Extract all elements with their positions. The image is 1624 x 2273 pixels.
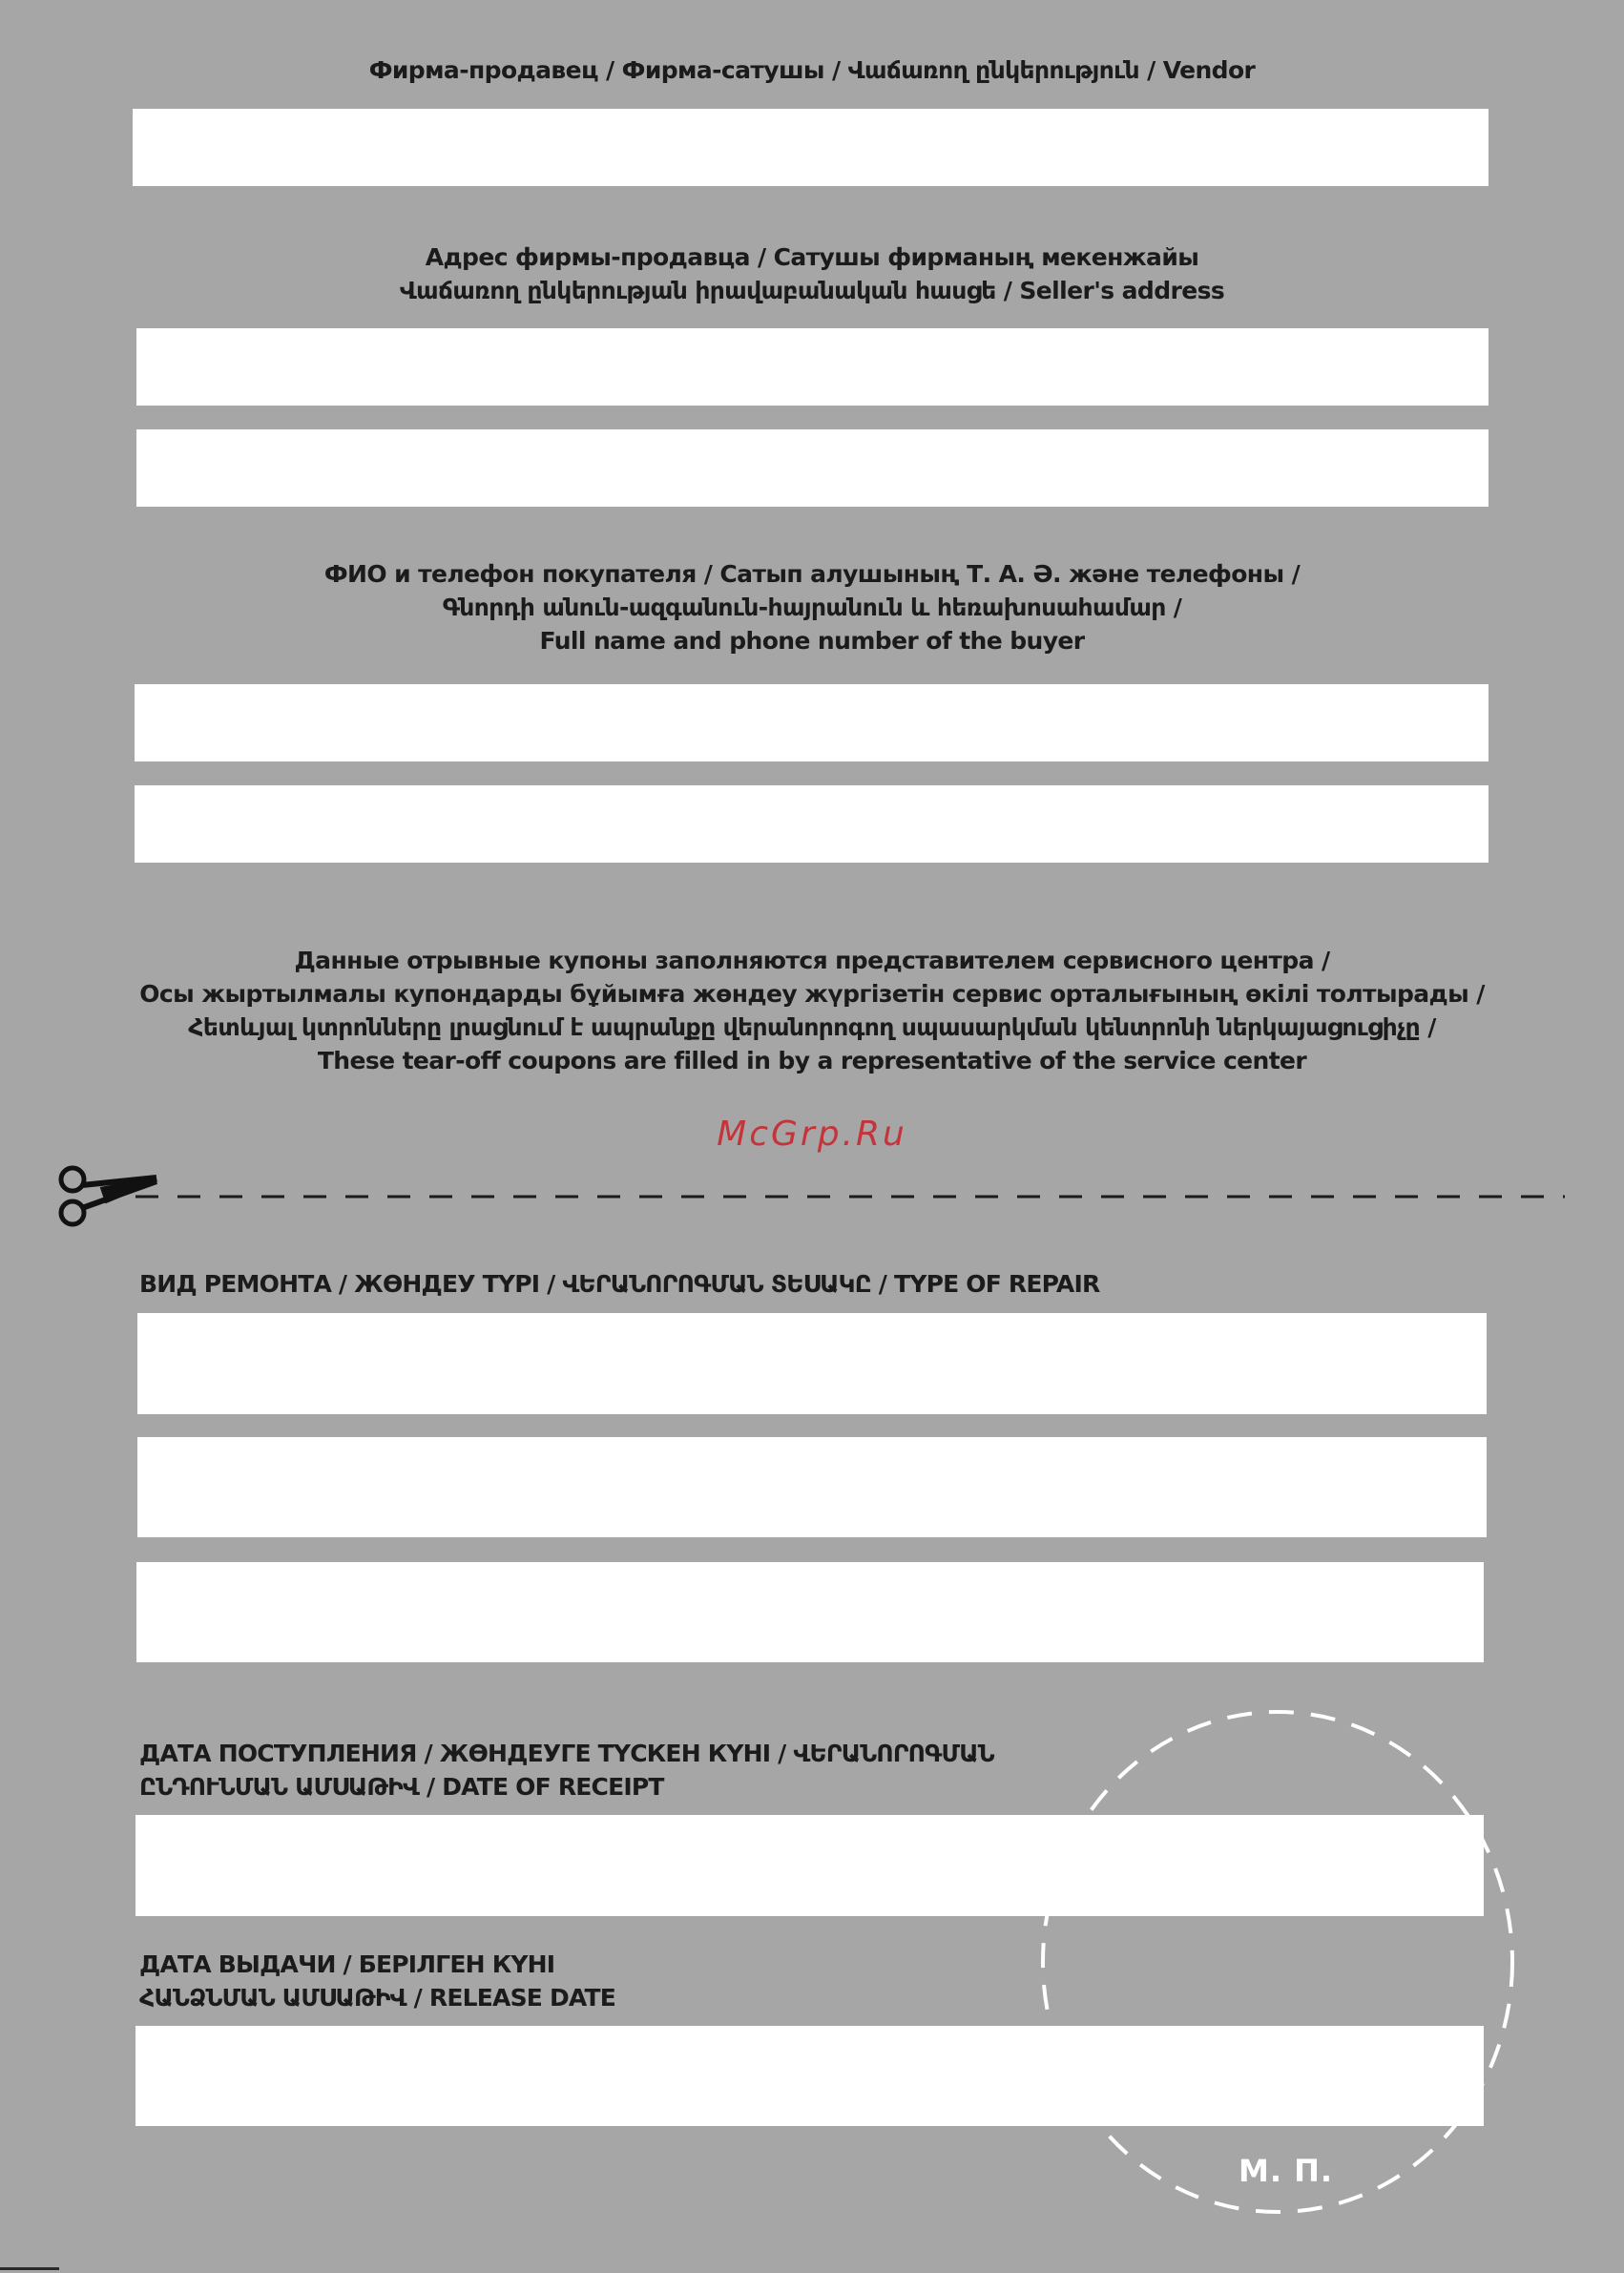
notice-line-4: These tear-off coupons are filled in by a representative of the service center [317,1047,1307,1074]
buyer-line-1: ФИО и телефон покупателя / Сатып алушының Т. А. Ә. және телефоны / [323,560,1301,588]
release-date-line-2: ՀԱՆՁՆՄԱՆ ԱՄՍԱԹԻՎ / RELEASE DATE [139,1984,616,2012]
notice-line-3: Հետևյալ կտրոնները լրացնում է ապրանքը վերանորոգող սպասարկման կենտրոնի ներկայացուցիչը / [188,1013,1436,1041]
watermark: McGrp.Ru [717,1115,907,1154]
receipt-date-line-1: ДАТА ПОСТУПЛЕНИЯ / ЖӨНДЕУГЕ ТҮСКЕН КҮНІ / ՎԵՐԱՆՈՐՈԳՄԱՆ [139,1740,994,1767]
receipt-date-line-2: ԸՆԴՈՒՆՄԱՆ ԱՄՍԱԹԻՎ / DATE OF RECEIPT [139,1773,664,1801]
seller-address-line-2: Վաճառող ընկերության իրավաբանական հասցե / Seller's address [399,277,1225,304]
buyer-line-3: Full name and phone number of the buyer [539,627,1085,655]
receipt-date-label [139,1737,994,1804]
repair-type-field-2[interactable] [137,1437,1487,1537]
page-edge-mark-left [0,2267,59,2270]
repair-type-label: ВИД РЕМОНТА / ЖӨНДЕУ ТҮРІ / ՎԵՐԱՆՈՐՈԳՄԱՆ ՏԵՍԱԿԸ / TYPE OF REPAIR [139,1270,1100,1298]
vendor-label-text: Фирма-продавец / Фирма-сатушы / Վաճառող ընկերություն / Vendor [368,56,1256,84]
buyer-line-2: Գնորդի անուն-ազգանուն-հայրանուն և հեռախոսահամար / [442,594,1182,621]
stamp-label: М. П. [1239,2153,1334,2189]
receipt-date-field[interactable] [135,1815,1484,1916]
stamp-circle [1043,1712,1512,2212]
release-date-line-1: ДАТА ВЫДАЧИ / БЕРІЛГЕН КҮНІ [139,1950,555,1978]
notice-line-1: Данные отрывные купоны заполняются представителем сервисного центра / [294,947,1330,974]
notice-line-2: Осы жыртылмалы купондарды бұйымға жөндеу жүргізетін сервис орталығының өкілі толтырады / [139,980,1485,1008]
release-date-label [139,1948,615,2014]
repair-type-field-1[interactable] [137,1313,1487,1414]
repair-type-field-3[interactable] [136,1562,1484,1662]
seller-address-line-1: Адрес фирмы-продавца / Сатушы фирманың мекенжайы [425,243,1199,271]
release-date-field[interactable] [135,2026,1484,2126]
